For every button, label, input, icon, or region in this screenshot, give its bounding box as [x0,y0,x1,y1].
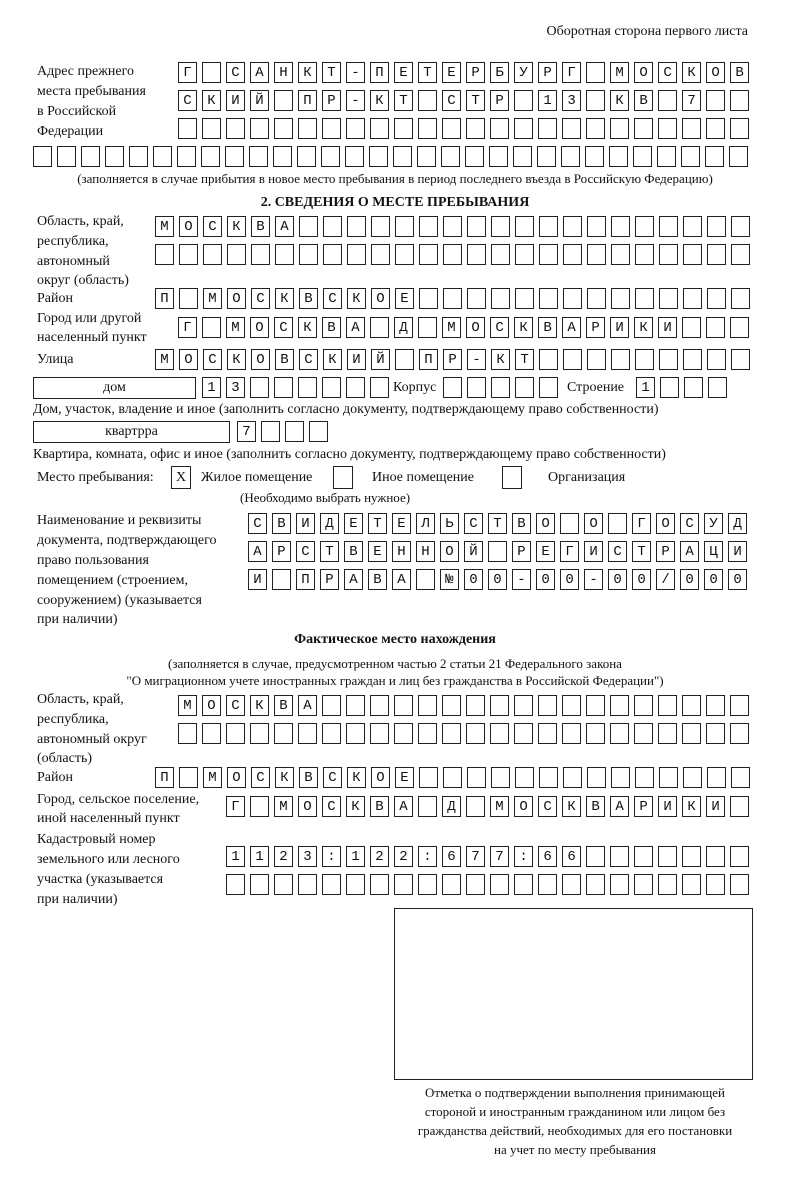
label-line: Город или другой [37,311,142,326]
confirmation-stamp-area [394,908,753,1080]
row-text [448,377,568,399]
label-line: земельного или лесного [37,852,180,867]
row-text: 13 [207,380,400,396]
option-checkbox-organization[interactable] [502,466,522,489]
district-label: Район [37,291,73,306]
label-line: помещением (строением, [37,573,188,588]
actual-note-line: (заполняется в случае, предусмотренном частью 2 статьи 21 Федерального закона [168,656,622,671]
label-line: право пользования [37,553,149,568]
row-text: Г МОСКВА Д МОСКВАРИКИ [231,799,760,815]
actual-note-line: "О миграционном учете иностранных граждан и лиц без гражданства в Российской Федерации") [126,673,664,688]
row-text: 1 [641,380,738,396]
label-line: в Российской [37,104,117,119]
row-text [183,118,759,140]
confirmation-caption-line: гражданства действий, необходимых для его постановки [417,1123,733,1138]
row-text: П МОСКВСКОЕ [160,291,761,307]
label-line: населенный пункт [37,330,147,345]
row-text: АРСТВЕННОЙ РЕГИСТРАЦИ [253,544,758,560]
stay-place-label: Место пребывания: [37,470,154,485]
row-text: Г МОСКВА Д МОСКВАРИКИ [183,320,760,336]
actual-district-label: Район [37,770,73,785]
label-line: места пребывания [37,84,146,99]
row-text: П МОСКВСКОЕ [160,770,761,786]
option-label-residential: Жилое помещение [201,470,313,485]
label-line: Федерации [37,124,104,139]
sheet-side-label: Оборотная сторона первого листа [546,24,748,39]
choose-note: (Необходимо выбрать нужное) [240,490,411,505]
row-text: СКИЙ ПР-КТ СТР 13 КВ 7 [183,93,760,109]
option-checkbox-residential[interactable]: X [171,466,191,489]
label-line: сооружением) (указывается [37,593,202,608]
label-line: при наличии) [37,892,118,907]
option-label-organization: Организация [548,470,626,485]
house-note: Дом, участок, владение и иное (заполнить согласно документу, подтверждающему право собственности) [33,402,659,417]
option-checkbox-other[interactable] [333,466,353,489]
street-label: Улица [37,352,74,367]
label-line: округ (область) [37,273,129,288]
korpus-label: Корпус [393,380,437,395]
label-line: Область, край, [37,214,124,229]
row-text: СВИДЕТЕЛЬСТВО О ГОСУД [253,516,758,532]
label-line: республика, [37,712,109,727]
label-line: участка (указывается [37,872,164,887]
label-line: Область, край, [37,692,124,707]
label-line: документа, подтверждающего [37,533,217,548]
building-label: Строение [567,380,625,395]
row-text [38,146,758,168]
row-text: 1123:122:677:66 [231,849,760,865]
row-text: МОСКВА [160,219,761,235]
row-text: МОСКВА [183,698,760,714]
row-text: 7 [242,424,339,440]
row-text: И ПРАВА №00-00-00/000 [253,572,758,588]
label-line: Адрес прежнего [37,64,134,79]
row-text [183,723,759,745]
label-line: иной населенный пункт [37,811,180,826]
label-line: Наименование и реквизиты [37,513,202,528]
label-line: Кадастровый номер [37,832,156,847]
label-line: при наличии) [37,612,118,627]
label-line: автономный округ [37,732,147,747]
label-line: автономный [37,254,110,269]
confirmation-caption-line: Отметка о подтверждении выполнения принимающей [424,1085,726,1100]
apartment-note: Квартира, комната, офис и иное (заполнить согласно документу, подтверждающему право собственности) [33,447,666,462]
confirmation-caption-line: стороной и иностранным гражданином или лицом без [424,1104,726,1119]
row-text: Г САНКТ-ПЕТЕРБУРГ МОСКОВ [183,65,760,81]
apartment-type-field[interactable]: квартрра [33,421,230,443]
actual-location-title: Фактическое место нахождения [294,632,496,647]
label-line: Город, сельское поселение, [37,792,200,807]
row-text [160,244,760,266]
confirmation-caption-line: на учет по месту пребывания [494,1142,656,1157]
option-label-other: Иное помещение [372,470,474,485]
section-2-title: 2. СВЕДЕНИЯ О МЕСТЕ ПРЕБЫВАНИЯ [260,195,530,210]
row-text [231,874,759,896]
house-type-field[interactable]: дом [33,377,196,399]
row-text: МОСКОВСКИЙ ПР-КТ [160,352,761,368]
label-line: (область) [37,751,93,766]
previous-address-note: (заполняется в случае прибытия в новое место пребывания в период последнего въезда в Российскую Федерацию) [77,171,713,186]
label-line: республика, [37,234,109,249]
